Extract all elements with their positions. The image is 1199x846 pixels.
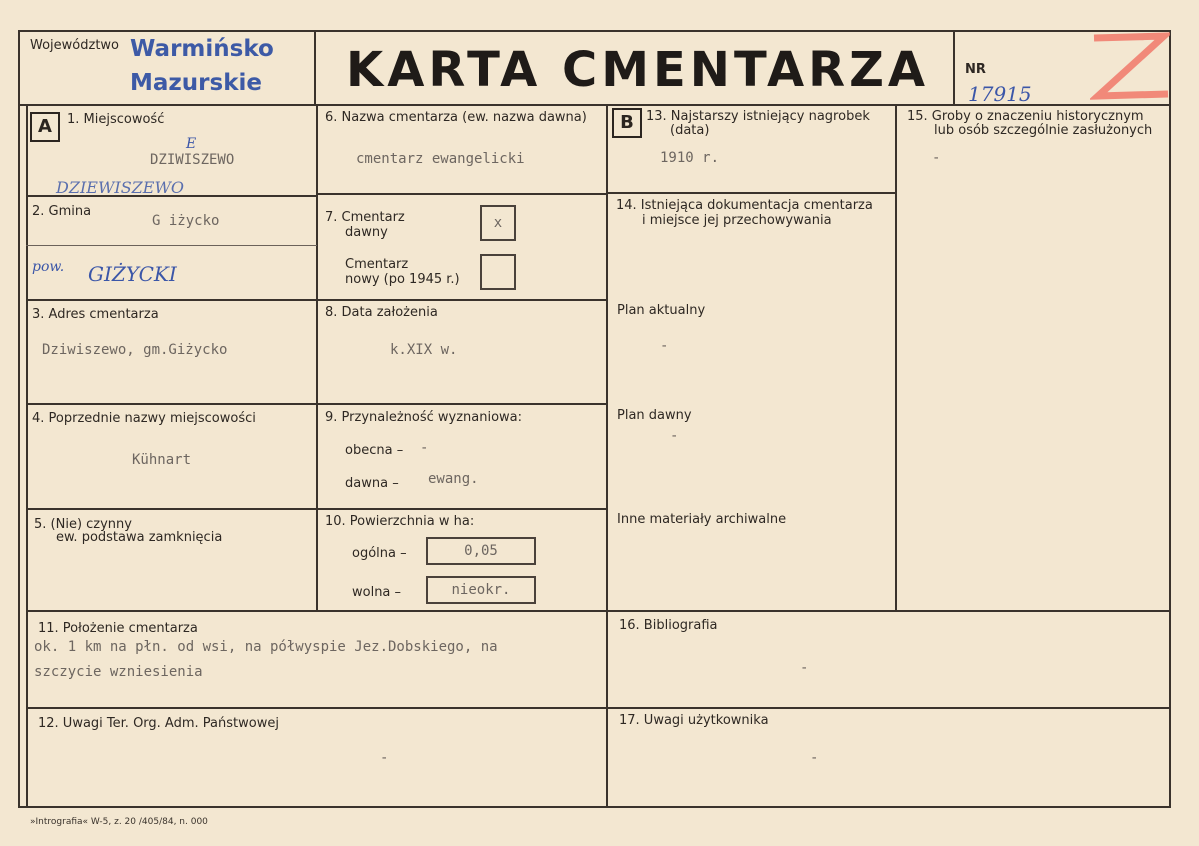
field-11-value-line2: szczycie wzniesienia	[34, 664, 203, 680]
field-9-former-value: ewang.	[428, 471, 479, 487]
row-6-7	[316, 193, 607, 195]
field-10-free-label: wolna –	[352, 585, 402, 600]
frame-top	[18, 30, 1171, 32]
field-10-total-value[interactable]: 0,05	[426, 537, 536, 565]
col-sep-a	[316, 104, 318, 611]
field-5-label-line1: 5. (Nie) czynny	[34, 517, 132, 532]
field-7-new-label-line2: nowy (po 1945 r.)	[345, 272, 460, 287]
plan-current-value: -	[660, 338, 669, 354]
field-2-handwritten-prefix: pow.	[32, 259, 65, 275]
field-10-free-value[interactable]: nieokr.	[426, 576, 536, 604]
field-7-old-label-line1: 7. Cmentarz	[325, 210, 405, 225]
field-11-label: 11. Położenie cmentarza	[38, 621, 198, 636]
row-11-12	[26, 707, 1171, 709]
section-a-badge: A	[30, 112, 60, 142]
field-6-label: 6. Nazwa cmentarza (ew. nazwa dawna)	[325, 110, 587, 125]
field-13-value: 1910 r.	[660, 150, 720, 166]
field-4-value: Kühnart	[132, 452, 192, 468]
header-sep-1	[314, 30, 316, 105]
row-3-4	[26, 403, 607, 405]
plan-current-label: Plan aktualny	[617, 303, 706, 318]
section-b-badge: B	[612, 108, 642, 138]
field-7-new-checkbox[interactable]	[480, 254, 516, 290]
header-sep-2	[953, 30, 955, 105]
field-14-label-line1: 14. Istniejąca dokumentacja cmentarza	[616, 198, 873, 213]
field-15-label-line2: lub osób szczególnie zasłużonych	[934, 123, 1153, 138]
field-17-label: 17. Uwagi użytkownika	[619, 713, 769, 728]
nr-value: 17915	[968, 82, 1032, 106]
field-16-value: -	[800, 660, 809, 676]
red-z-mark	[1090, 32, 1170, 102]
field-7-old-label-line2: dawny	[345, 225, 388, 240]
field-10-label: 10. Powierzchnia w ha:	[325, 514, 475, 529]
field-17-value: -	[810, 750, 819, 766]
field-10-total-label: ogólna –	[352, 546, 407, 561]
frame-bottom	[18, 806, 1171, 808]
field-13-label-line1: 13. Najstarszy istniejący nagrobek	[646, 109, 870, 124]
plan-old-value: -	[670, 428, 679, 444]
field-9-current-label: obecna –	[345, 443, 404, 458]
col-sep-b	[895, 104, 897, 611]
wojewodztwo-stamp-line1: Warmińsko	[130, 36, 274, 62]
other-materials-label: Inne materiały archiwalne	[617, 512, 787, 527]
field-6-value: cmentarz ewangelicki	[356, 151, 525, 167]
field-4-label: 4. Poprzednie nazwy miejscowości	[32, 411, 256, 426]
field-7-new-label-line1: Cmentarz	[345, 257, 409, 272]
field-5-label-line2: ew. podstawa zamknięcia	[56, 530, 223, 545]
field-3-value: Dziwiszewo, gm.Giżycko	[42, 342, 228, 358]
wojewodztwo-stamp-line2: Mazurskie	[130, 70, 262, 96]
row-2-mid	[26, 245, 317, 246]
field-7-old-checkbox[interactable]: x	[480, 205, 516, 241]
field-12-label: 12. Uwagi Ter. Org. Adm. Państwowej	[38, 716, 279, 731]
frame-left	[18, 30, 20, 808]
row-2-3	[26, 299, 607, 301]
card-title: KARTA CMENTARZA	[346, 42, 930, 98]
field-8-label: 8. Data założenia	[325, 305, 438, 320]
field-11-value-line1: ok. 1 km na płn. od wsi, na półwyspie Jez.Dobskiego, na	[34, 639, 498, 655]
col-sep-ab	[606, 104, 608, 806]
field-1-label: 1. Miejscowość	[67, 112, 165, 127]
row-4-5	[26, 508, 607, 510]
field-12-value: -	[380, 750, 389, 766]
col-left-inner	[26, 104, 28, 806]
field-2-value: G iżycko	[152, 213, 220, 229]
frame-right	[1169, 30, 1171, 808]
nr-label: NR	[965, 62, 986, 77]
field-15-label-line1: 15. Groby o znaczeniu historycznym	[907, 109, 1144, 124]
field-1-value: DZIWISZEWO	[150, 152, 235, 168]
row-13-14	[606, 192, 896, 194]
field-1-correction: E	[186, 136, 197, 152]
plan-old-label: Plan dawny	[617, 408, 692, 423]
field-13-label-line2: (data)	[670, 123, 710, 138]
printer-imprint: »Intrografia« W-5, z. 20 /405/84, n. 000	[30, 817, 208, 827]
field-9-current-value: -	[420, 440, 429, 456]
field-8-value: k.XIX w.	[390, 342, 458, 358]
field-14-label-line2: i miejsce jej przechowywania	[642, 213, 832, 228]
field-1-handwritten: DZIEWISZEWO	[56, 178, 185, 197]
field-2-label: 2. Gmina	[32, 204, 92, 219]
field-2-handwritten: GIŻYCKI	[88, 262, 177, 286]
wojewodztwo-label: Województwo	[30, 38, 120, 53]
field-9-former-label: dawna –	[345, 476, 399, 491]
row-5-11	[26, 610, 1171, 612]
field-16-label: 16. Bibliografia	[619, 618, 718, 633]
field-9-label: 9. Przynależność wyznaniowa:	[325, 410, 523, 425]
field-15-value: -	[932, 150, 941, 166]
field-3-label: 3. Adres cmentarza	[32, 307, 159, 322]
